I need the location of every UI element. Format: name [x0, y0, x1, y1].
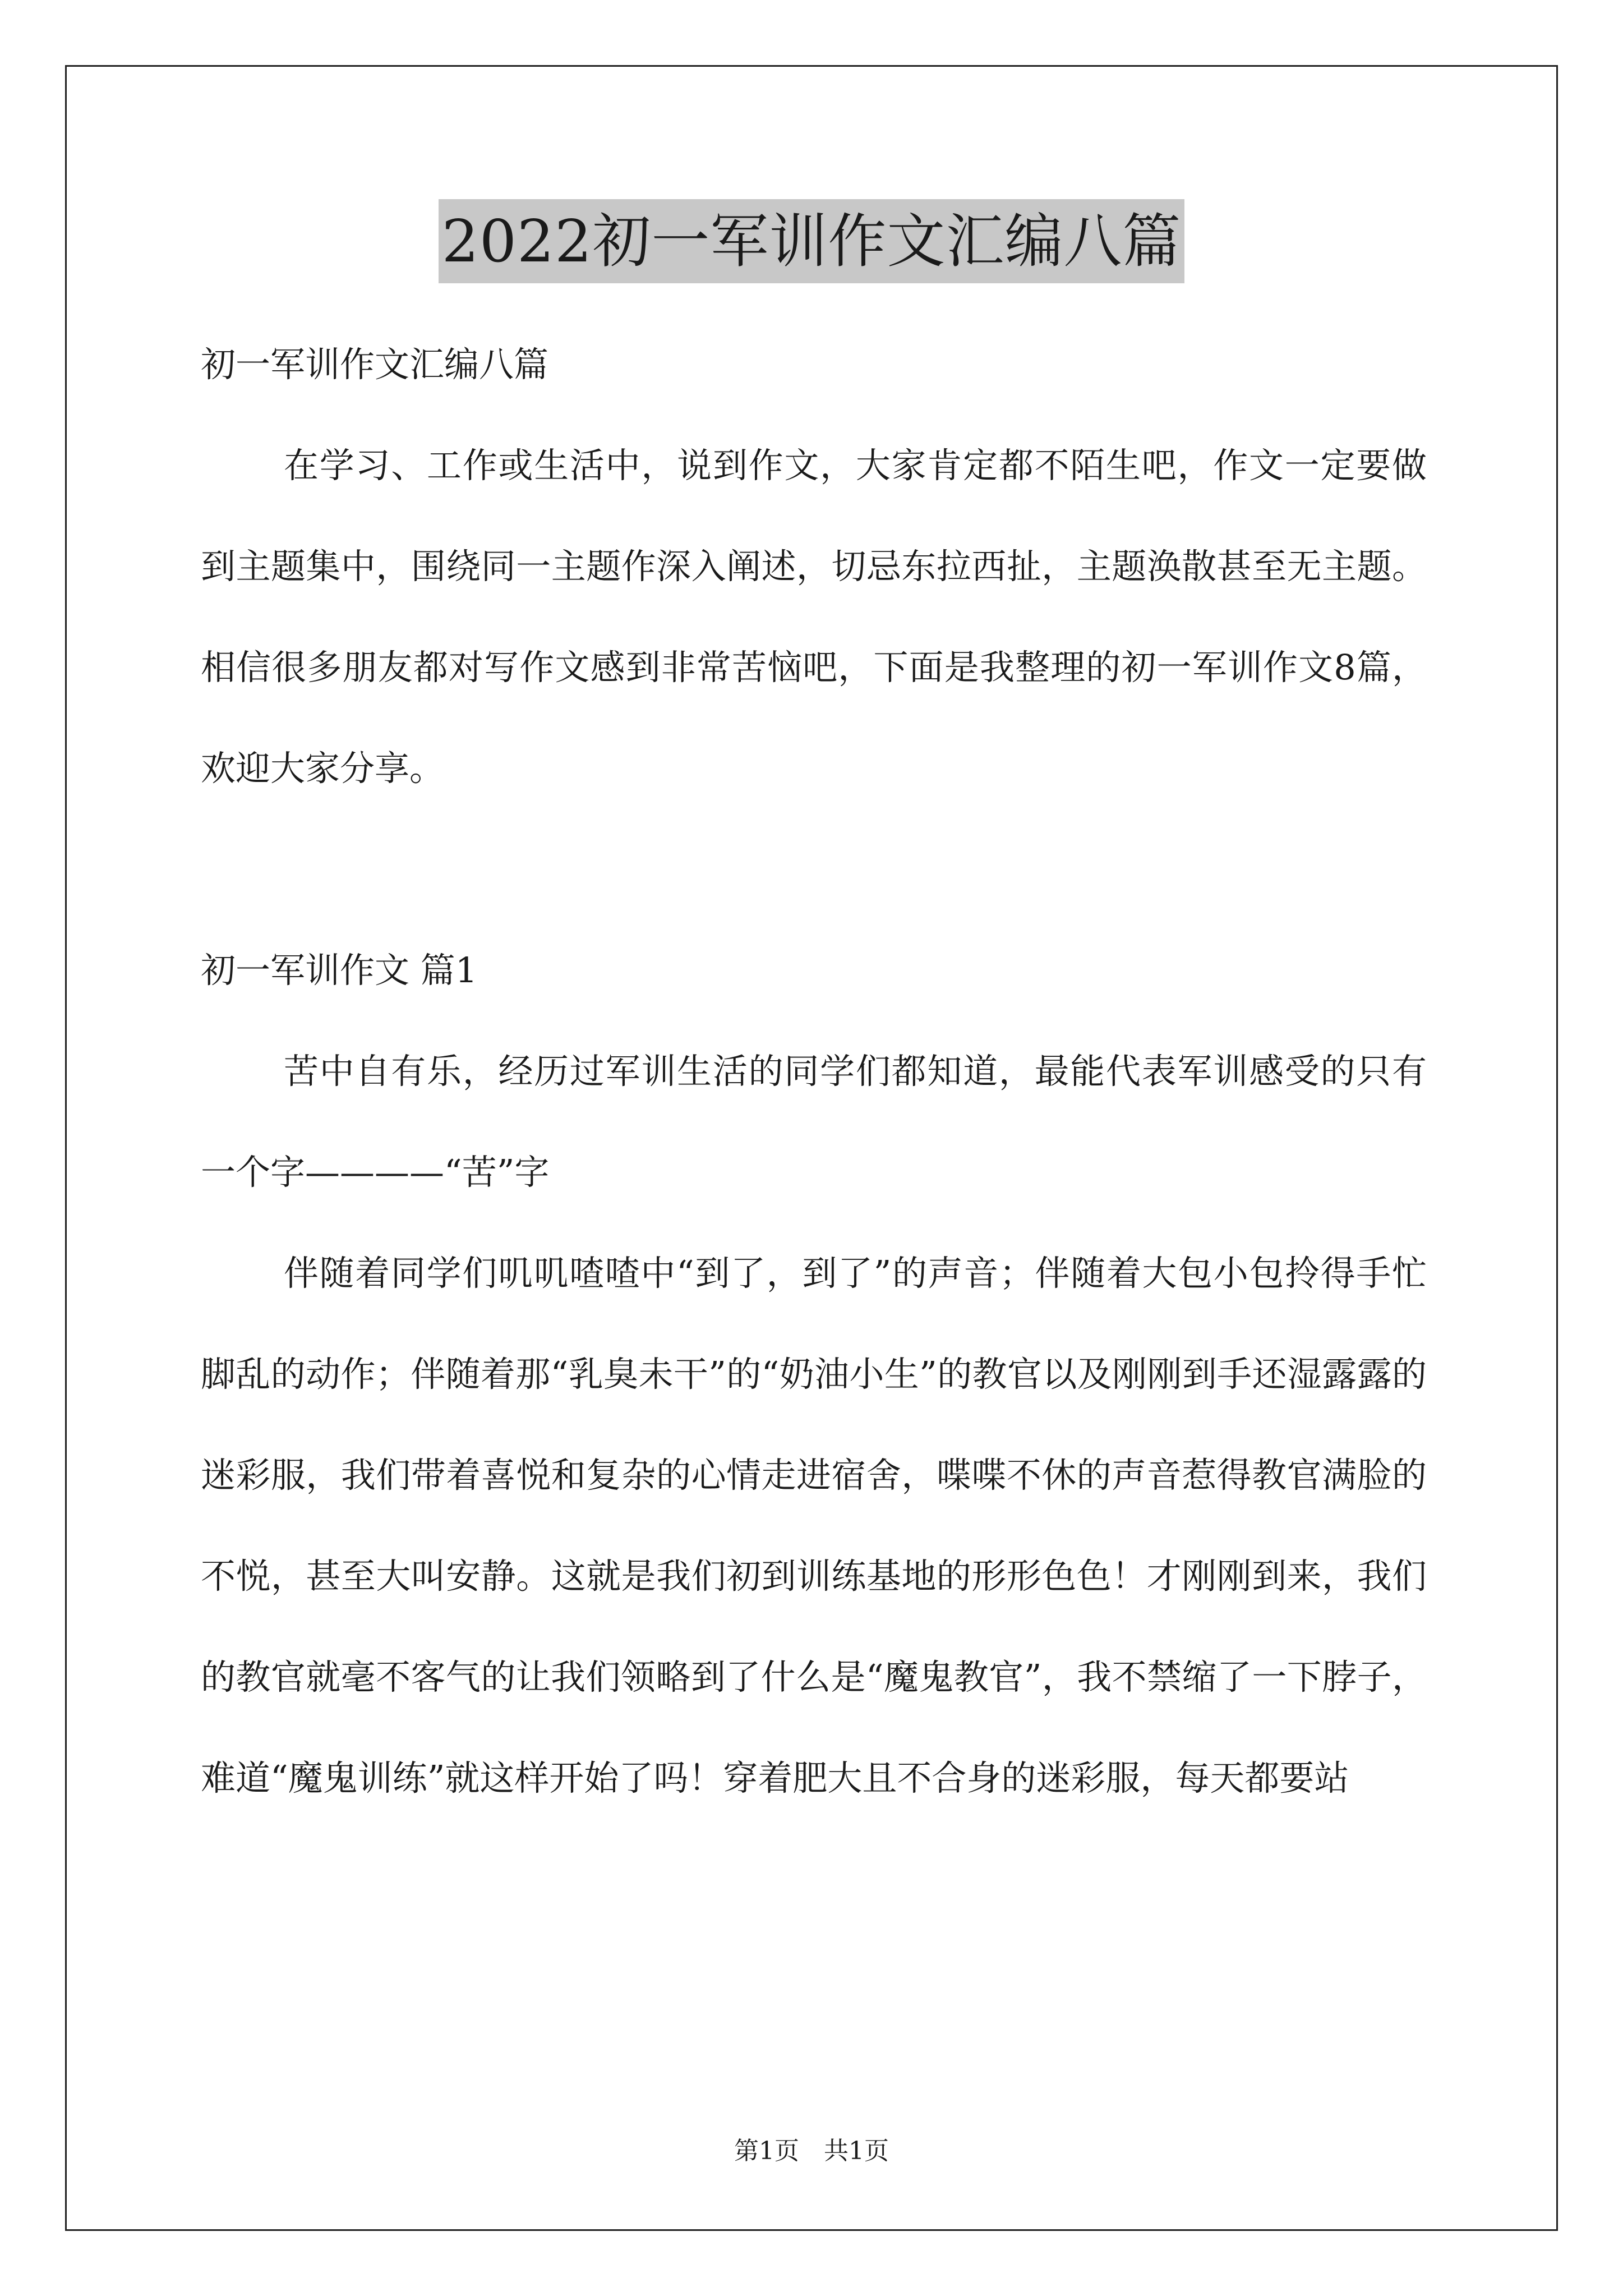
page-footer: 第1页 共1页: [734, 2137, 889, 2165]
document-subtitle: 初一军训作文汇编八篇: [201, 344, 549, 385]
section-heading: 初一军训作文 篇1: [201, 950, 478, 991]
document-title: 2022初一军训作文汇编八篇: [439, 199, 1185, 283]
body-paragraph: 伴随着同学们叽叽喳喳中“到了，到了”的声音；伴随着大包小包拎得手忙脚乱的动作；伴随着那“乳臭未干”的“奶油小生”的教官以及刚刚到手还湿露露的迷彩服，我们带着喜悦和复杂的心情走进宿舍，喋喋不休的声音惹得教官满脸的不悦，甚至大叫安静。这就是我们初到训练基地的形形色色！才刚刚到来，我们的教官就毫不客气的让我们领略到了什么是“魔鬼教官”，我不禁缩了一下脖子，难道“魔鬼训练”就这样开始了吗！穿着肥大且不合身的迷彩服，每天都要站: [201, 1253, 1427, 1798]
intro-paragraph: 在学习、工作或生活中，说到作文，大家肯定都不陌生吧，作文一定要做到主题集中，围绕同一主题作深入阐述，切忌东拉西扯，主题涣散甚至无主题。相信很多朋友都对写作文感到非常苦恼吧，下面是我整理的初一军训作文8篇，欢迎大家分享。: [201, 445, 1427, 789]
body-paragraph: 苦中自有乐，经历过军训生活的同学们都知道，最能代表军训感受的只有一个字————“苦”字: [201, 1051, 1427, 1193]
title-container: [0, 199, 1623, 283]
document-body: [201, 314, 1427, 1829]
section-spacer: [201, 819, 1427, 920]
